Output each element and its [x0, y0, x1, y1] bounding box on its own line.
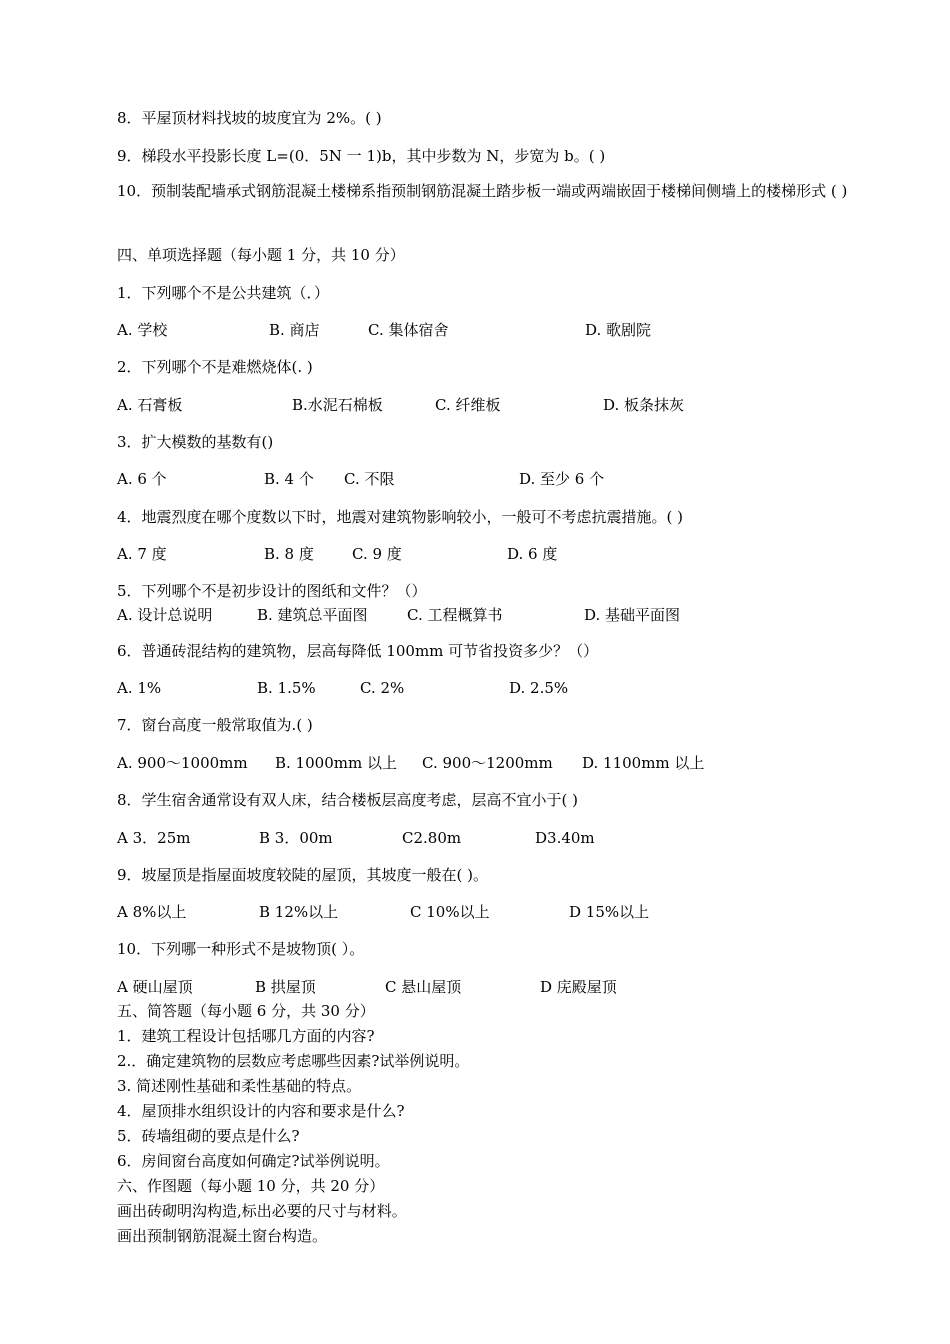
section-4-heading: 四、单项选择题（每小题 1 分，共 10 分） [117, 246, 405, 264]
mc-question-10: 10．下列哪一种形式不是坡物顶( ）。 [117, 940, 365, 958]
option-a: A 3．25m [117, 829, 191, 847]
short-answer-2: 2.．确定建筑物的层数应考虑哪些因素?试举例说明。 [117, 1052, 470, 1070]
option-b: B 拱屋顶 [255, 978, 316, 996]
option-d: D. 1100mm 以上 [582, 754, 705, 772]
tf-question-10: 10．预制装配墙承式钢筋混凝土楼梯系指预制钢筋混凝土踏步板一端或两端嵌固于楼梯间侧墙上的楼梯形式 ( ) [117, 182, 848, 200]
section-6-heading: 六、作图题（每小题 10 分，共 20 分） [117, 1177, 385, 1195]
mc-question-2: 2．下列哪个不是难燃烧体(. ) [117, 358, 313, 376]
option-a: A 8%以上 [117, 903, 187, 921]
option-d: D. 6 度 [507, 545, 558, 563]
option-a: A 硬山屋顶 [117, 978, 193, 996]
option-c: C. 2% [360, 679, 405, 697]
option-a: A. 设计总说明 [117, 606, 213, 624]
option-d: D3.40m [535, 829, 595, 847]
option-b: B 12%以上 [259, 903, 339, 921]
option-b: B.水泥石棉板 [292, 396, 383, 414]
mc-question-6: 6．普通砖混结构的建筑物，层高每降低 100mm 可节省投资多少？（） [117, 642, 599, 660]
short-answer-4: 4．屋顶排水组织设计的内容和要求是什么? [117, 1102, 405, 1120]
mc-question-4: 4．地震烈度在哪个度数以下时，地震对建筑物影响较小，一般可不考虑抗震措施。( ) [117, 508, 684, 526]
option-d: D 15%以上 [569, 903, 650, 921]
short-answer-5: 5．砖墙组砌的要点是什么? [117, 1127, 300, 1145]
mc-question-3: 3．扩大模数的基数有() [117, 433, 274, 451]
tf-question-9: 9．梯段水平投影长度 L=(0．5N 一 1)b，其中步数为 N，步宽为 b。( ) [117, 147, 606, 165]
mc-question-7: 7．窗台高度一般常取值为.( ) [117, 716, 313, 734]
section-5-heading: 五、简答题（每小题 6 分，共 30 分） [117, 1002, 375, 1020]
option-b: B. 商店 [269, 321, 320, 339]
drawing-task-2: 画出预制钢筋混凝土窗台构造。 [117, 1227, 328, 1245]
option-a: A. 学校 [117, 321, 168, 339]
mc-question-1: 1．下列哪个不是公共建筑（．） [117, 284, 330, 302]
option-c: C 10%以上 [410, 903, 490, 921]
option-d: D. 2.5% [509, 679, 569, 697]
option-d: D. 基础平面图 [584, 606, 681, 624]
option-c: C. 工程概算书 [407, 606, 503, 624]
option-b: B. 8 度 [264, 545, 314, 563]
option-c: C. 不限 [344, 470, 395, 488]
short-answer-1: 1．建筑工程设计包括哪几方面的内容? [117, 1027, 375, 1045]
option-c: C. 集体宿舍 [368, 321, 449, 339]
option-a: A. 7 度 [117, 545, 167, 563]
option-b: B. 1.5% [257, 679, 316, 697]
option-b: B. 建筑总平面图 [257, 606, 368, 624]
mc-question-8: 8．学生宿舍通常设有双人床，结合楼板层高度考虑，层高不宜小于( ) [117, 791, 579, 809]
option-a: A. 900～1000mm [117, 754, 248, 772]
option-d: D. 至少 6 个 [519, 470, 605, 488]
short-answer-6: 6．房间窗台高度如何确定?试举例说明。 [117, 1152, 390, 1170]
mc-question-9: 9．坡屋顶是指屋面坡度较陡的屋顶，其坡度一般在( )。 [117, 866, 489, 884]
mc-question-5: 5．下列哪个不是初步设计的图纸和文件？（） [117, 582, 427, 600]
option-c: C. 900～1200mm [422, 754, 553, 772]
tf-question-8: 8．平屋顶材料找坡的坡度宜为 2%。( ) [117, 109, 382, 127]
short-answer-3: 3. 简述刚性基础和柔性基础的特点。 [117, 1077, 362, 1095]
option-a: A. 1% [117, 679, 162, 697]
option-d: D. 板条抹灰 [603, 396, 685, 414]
option-c: C. 9 度 [352, 545, 402, 563]
option-a: A. 石膏板 [117, 396, 183, 414]
option-b: B. 1000mm 以上 [275, 754, 397, 772]
option-d: D. 歌剧院 [585, 321, 652, 339]
option-b: B 3．00m [259, 829, 333, 847]
option-c: C2.80m [402, 829, 462, 847]
option-b: B. 4 个 [264, 470, 314, 488]
option-c: C. 纤维板 [435, 396, 501, 414]
drawing-task-1: 画出砖砌明沟构造,标出必要的尺寸与材料。 [117, 1202, 407, 1220]
option-c: C 悬山屋顶 [385, 978, 462, 996]
option-a: A. 6 个 [117, 470, 167, 488]
option-d: D 庑殿屋顶 [540, 978, 617, 996]
